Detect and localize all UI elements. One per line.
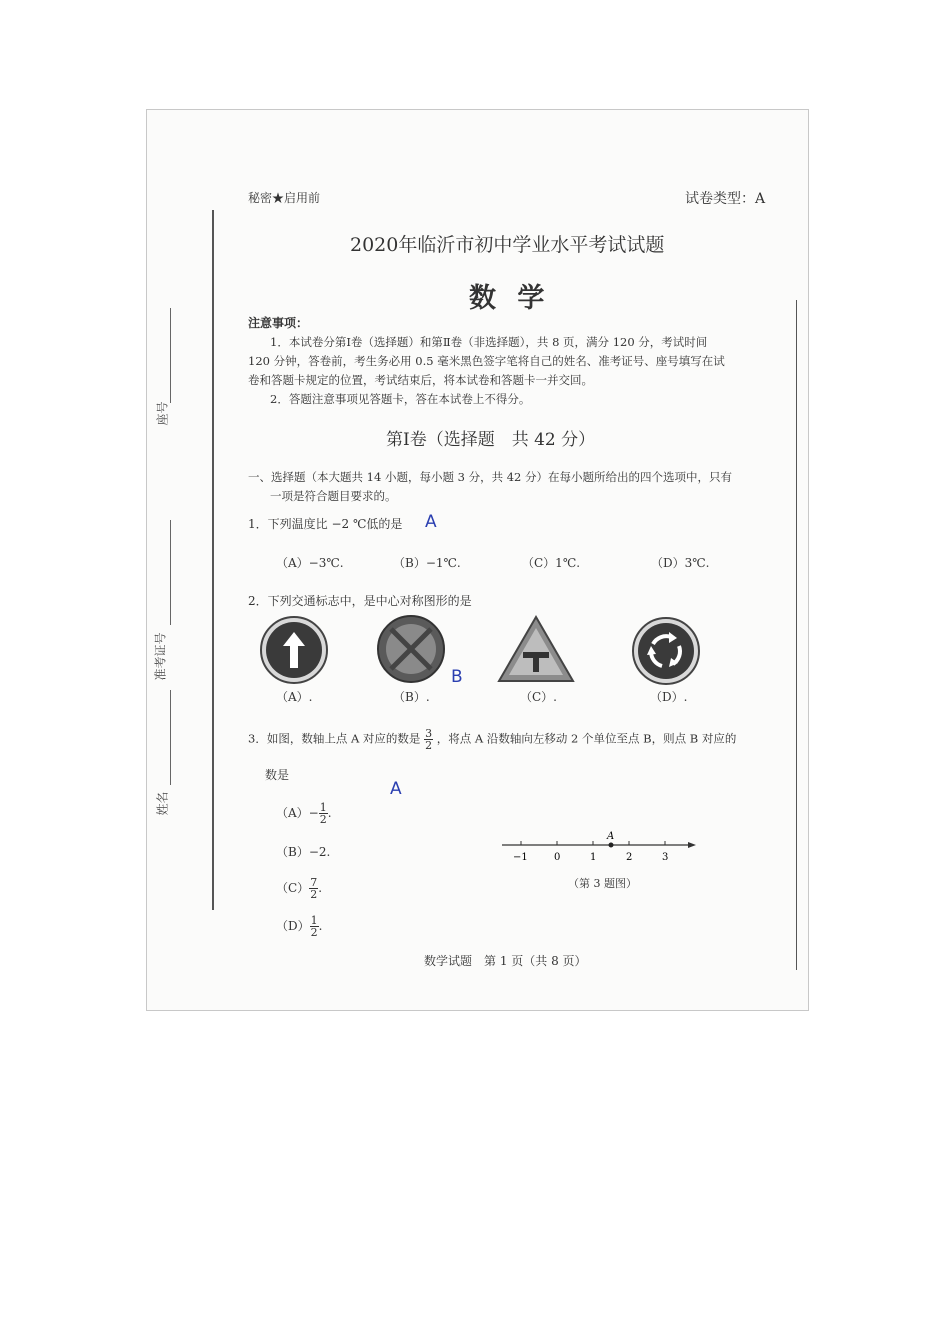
t-junction-sign-icon — [497, 614, 575, 684]
section-intro-line-1: 一、选择题（本大题共 14 小题，每小题 3 分，共 42 分）在每小题所给出的四个选项中，只有 — [248, 470, 733, 484]
q3-option-d-label: （D） — [276, 919, 310, 933]
q1-stem: 1．下列温度比 −2 ℃低的是 — [248, 517, 403, 531]
tick-label-0: 0 — [554, 852, 561, 863]
q3-option-a-numerator: 1 — [319, 801, 327, 814]
q1-answer: A — [425, 512, 437, 532]
notice-line-2: 120 分钟，答卷前，考生务必用 0.5 毫米黑色签字笔将自己的姓名、准考证号、座号填写在试 — [248, 354, 725, 368]
number-line-figure — [500, 828, 700, 868]
paper-type-label: 试卷类型：A — [685, 191, 766, 207]
q3-option-c-fraction — [309, 877, 318, 900]
q3-option-d-denominator: 2 — [310, 926, 318, 939]
q1-option-b: （B）−1℃. — [393, 556, 461, 570]
q2-stem: 2．下列交通标志中，是中心对称图形的是 — [248, 594, 472, 608]
point-a-marker — [609, 843, 614, 848]
q3-fraction — [424, 728, 433, 751]
q3-option-a-denominator: 2 — [319, 813, 327, 826]
q3-option-c-numerator: 7 — [310, 876, 318, 889]
q3-option-a-fraction — [319, 802, 328, 825]
q3-answer: A — [390, 779, 402, 799]
figure-caption: （第 3 题图） — [568, 877, 637, 890]
exam-id-label: 准考证号 — [153, 632, 168, 681]
q2-option-d: （D）. — [650, 690, 688, 704]
notice-line-3: 卷和答题卡规定的位置，考试结束后，将本试卷和答题卡一并交回。 — [248, 373, 593, 387]
q2-option-c: （C）. — [520, 690, 557, 704]
seat-blank-line — [170, 308, 171, 403]
notice-line-4: 2．答题注意事项见答题卡，答在本试卷上不得分。 — [270, 392, 531, 406]
q3-option-c-label: （C） — [276, 881, 310, 895]
q3-option-b: （B）−2. — [276, 845, 331, 859]
section-intro-line-2: 一项是符合题目要求的。 — [270, 489, 397, 503]
number-line-arrow — [688, 842, 696, 848]
q3-option-a-label: （A） — [276, 806, 309, 820]
q3-stem — [248, 728, 736, 751]
roundabout-sign-icon — [631, 616, 701, 686]
q3-fraction-denominator: 2 — [425, 739, 433, 752]
notice-heading: 注意事项： — [248, 316, 309, 330]
subject-title: 数 学 — [469, 283, 551, 314]
notice-line-1: 1．本试卷分第Ⅰ卷（选择题）和第Ⅱ卷（非选择题），共 8 页，满分 120 分，考试时间 — [270, 335, 708, 349]
q1-option-d: （D）3℃. — [651, 556, 710, 570]
q2-option-a: （A）. — [276, 690, 313, 704]
no-stopping-sign-icon — [376, 614, 446, 684]
binding-line — [212, 210, 214, 910]
arrow-up-sign-icon — [259, 615, 329, 685]
q2-option-b: （B）. — [393, 690, 430, 704]
exam-id-blank-line — [170, 520, 171, 625]
q3-option-d: （D） $\frac{1}{2}$ . — [276, 914, 323, 939]
q3-fraction-numerator: 3 — [425, 727, 433, 740]
seat-label: 座号 — [155, 401, 170, 426]
section-title: 第Ⅰ卷（选择题 共 42 分） — [386, 430, 596, 450]
right-scan-edge — [796, 300, 797, 970]
q3-option-d-fraction — [310, 915, 319, 938]
q1-option-a: （A）−3℃. — [276, 556, 344, 570]
q2-answer: B — [451, 667, 463, 687]
q3-option-d-numerator: 1 — [310, 914, 318, 927]
tick-label-2: 2 — [626, 852, 633, 863]
point-a-label: A — [607, 831, 615, 842]
q3-option-c-denominator: 2 — [310, 888, 318, 901]
tick-label-neg1: −1 — [513, 852, 528, 863]
q3-option-a: （A）− $\frac{1}{2}$ . — [276, 801, 332, 826]
name-label: 姓名 — [155, 791, 170, 816]
q3-option-a-sign: − — [308, 806, 319, 820]
q1-option-c: （C）1℃. — [522, 556, 581, 570]
q3-stem-part-a: 3．如图，数轴上点 A 对应的数是 — [248, 731, 421, 746]
name-blank-line — [170, 690, 171, 785]
tick-label-3: 3 — [662, 852, 669, 863]
q3-stem-part-b: ，将点 A 沿数轴向左移动 2 个单位至点 B，则点 B 对应的 — [436, 731, 737, 746]
q3-stem-part-c: 数是 — [265, 768, 290, 782]
page-footer: 数学试题 第 1 页（共 8 页） — [424, 954, 587, 968]
q3-option-c: （C） $\frac{7}{2}$ . — [276, 876, 323, 901]
tick-label-1: 1 — [590, 852, 597, 863]
secret-label: 秘密★启用前 — [248, 191, 321, 205]
exam-title: 2020年临沂市初中学业水平考试试题 — [350, 234, 665, 256]
